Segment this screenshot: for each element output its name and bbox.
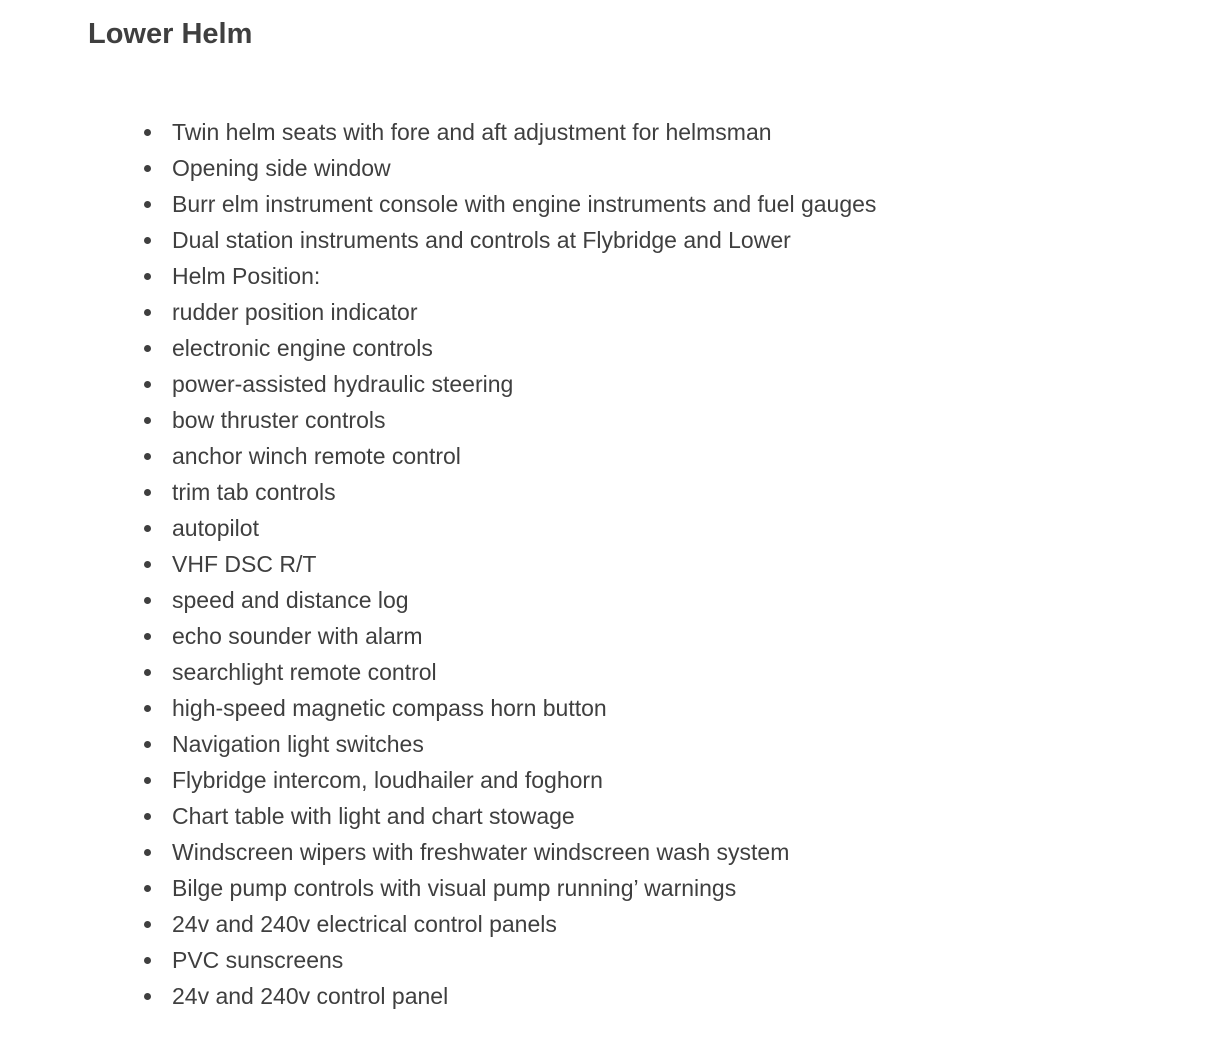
list-item <box>172 330 1188 366</box>
bullet-icon <box>144 561 151 568</box>
bullet-icon <box>144 669 151 676</box>
list-item <box>172 618 1188 654</box>
list-item-text: trim tab controls <box>172 479 336 505</box>
list-item <box>172 582 1188 618</box>
bullet-icon <box>144 741 151 748</box>
bullet-icon <box>144 309 151 316</box>
section-title: Lower Helm <box>88 18 253 50</box>
list-item <box>172 438 1188 474</box>
list-item-text: echo sounder with alarm <box>172 623 423 649</box>
list-item-text: power-assisted hydraulic steering <box>172 371 514 397</box>
bullet-icon <box>144 273 151 280</box>
bullet-icon <box>144 993 151 1000</box>
list-item-text: bow thruster controls <box>172 407 386 433</box>
bullet-icon <box>144 417 151 424</box>
list-item <box>172 510 1188 546</box>
list-item <box>172 726 1188 762</box>
bullet-icon <box>144 165 151 172</box>
list-item-text: 24v and 240v electrical control panels <box>172 911 557 937</box>
bullet-icon <box>144 201 151 208</box>
list-item-text: Opening side window <box>172 155 391 181</box>
bullet-icon <box>144 633 151 640</box>
list-item-text: high-speed magnetic compass horn button <box>172 695 607 721</box>
list-item <box>172 762 1188 798</box>
list-item <box>172 834 1188 870</box>
list-item <box>172 906 1188 942</box>
bullet-icon <box>144 849 151 856</box>
list-item-text: Burr elm instrument console with engine instruments and fuel gauges <box>172 191 877 217</box>
bullet-icon <box>144 489 151 496</box>
list-item <box>172 690 1188 726</box>
list-item-text: Flybridge intercom, loudhailer and foghorn <box>172 767 603 793</box>
bullet-icon <box>144 525 151 532</box>
bullet-icon <box>144 453 151 460</box>
list-item-text: VHF DSC R/T <box>172 551 317 577</box>
list-item-text: Dual station instruments and controls at Flybridge and Lower <box>172 227 791 253</box>
bullet-icon <box>144 921 151 928</box>
list-item-text: Windscreen wipers with freshwater windscreen wash system <box>172 839 790 865</box>
list-item-text: Helm Position: <box>172 263 321 289</box>
list-item <box>172 294 1188 330</box>
list-item-text: Bilge pump controls with visual pump running’ warnings <box>172 875 737 901</box>
bullet-icon <box>144 129 151 136</box>
list-item <box>172 366 1188 402</box>
list-item-text: autopilot <box>172 515 259 541</box>
list-item <box>172 186 1188 222</box>
list-item <box>172 402 1188 438</box>
document-content <box>88 15 1188 1014</box>
list-item <box>172 222 1188 258</box>
list-item <box>172 798 1188 834</box>
feature-list <box>88 114 1188 1014</box>
bullet-icon <box>144 957 151 964</box>
bullet-icon <box>144 813 151 820</box>
bullet-icon <box>144 885 151 892</box>
list-item <box>172 546 1188 582</box>
list-item-text: electronic engine controls <box>172 335 433 361</box>
bullet-icon <box>144 381 151 388</box>
bullet-icon <box>144 597 151 604</box>
list-item-text: PVC sunscreens <box>172 947 344 973</box>
list-item <box>172 114 1188 150</box>
list-item-text: Chart table with light and chart stowage <box>172 803 575 829</box>
list-item <box>172 150 1188 186</box>
list-item-text: Twin helm seats with fore and aft adjustment for helmsman <box>172 119 772 145</box>
list-item <box>172 942 1188 978</box>
list-item <box>172 978 1188 1014</box>
list-item-text: searchlight remote control <box>172 659 437 685</box>
bullet-icon <box>144 705 151 712</box>
list-item-text: 24v and 240v control panel <box>172 983 449 1009</box>
list-item-text: rudder position indicator <box>172 299 418 325</box>
list-item <box>172 474 1188 510</box>
list-item-text: Navigation light switches <box>172 731 424 757</box>
list-item <box>172 870 1188 906</box>
bullet-icon <box>144 345 151 352</box>
list-item <box>172 258 1188 294</box>
list-item <box>172 654 1188 690</box>
list-item-text: anchor winch remote control <box>172 443 461 469</box>
bullet-icon <box>144 777 151 784</box>
bullet-icon <box>144 237 151 244</box>
list-item-text: speed and distance log <box>172 587 409 613</box>
